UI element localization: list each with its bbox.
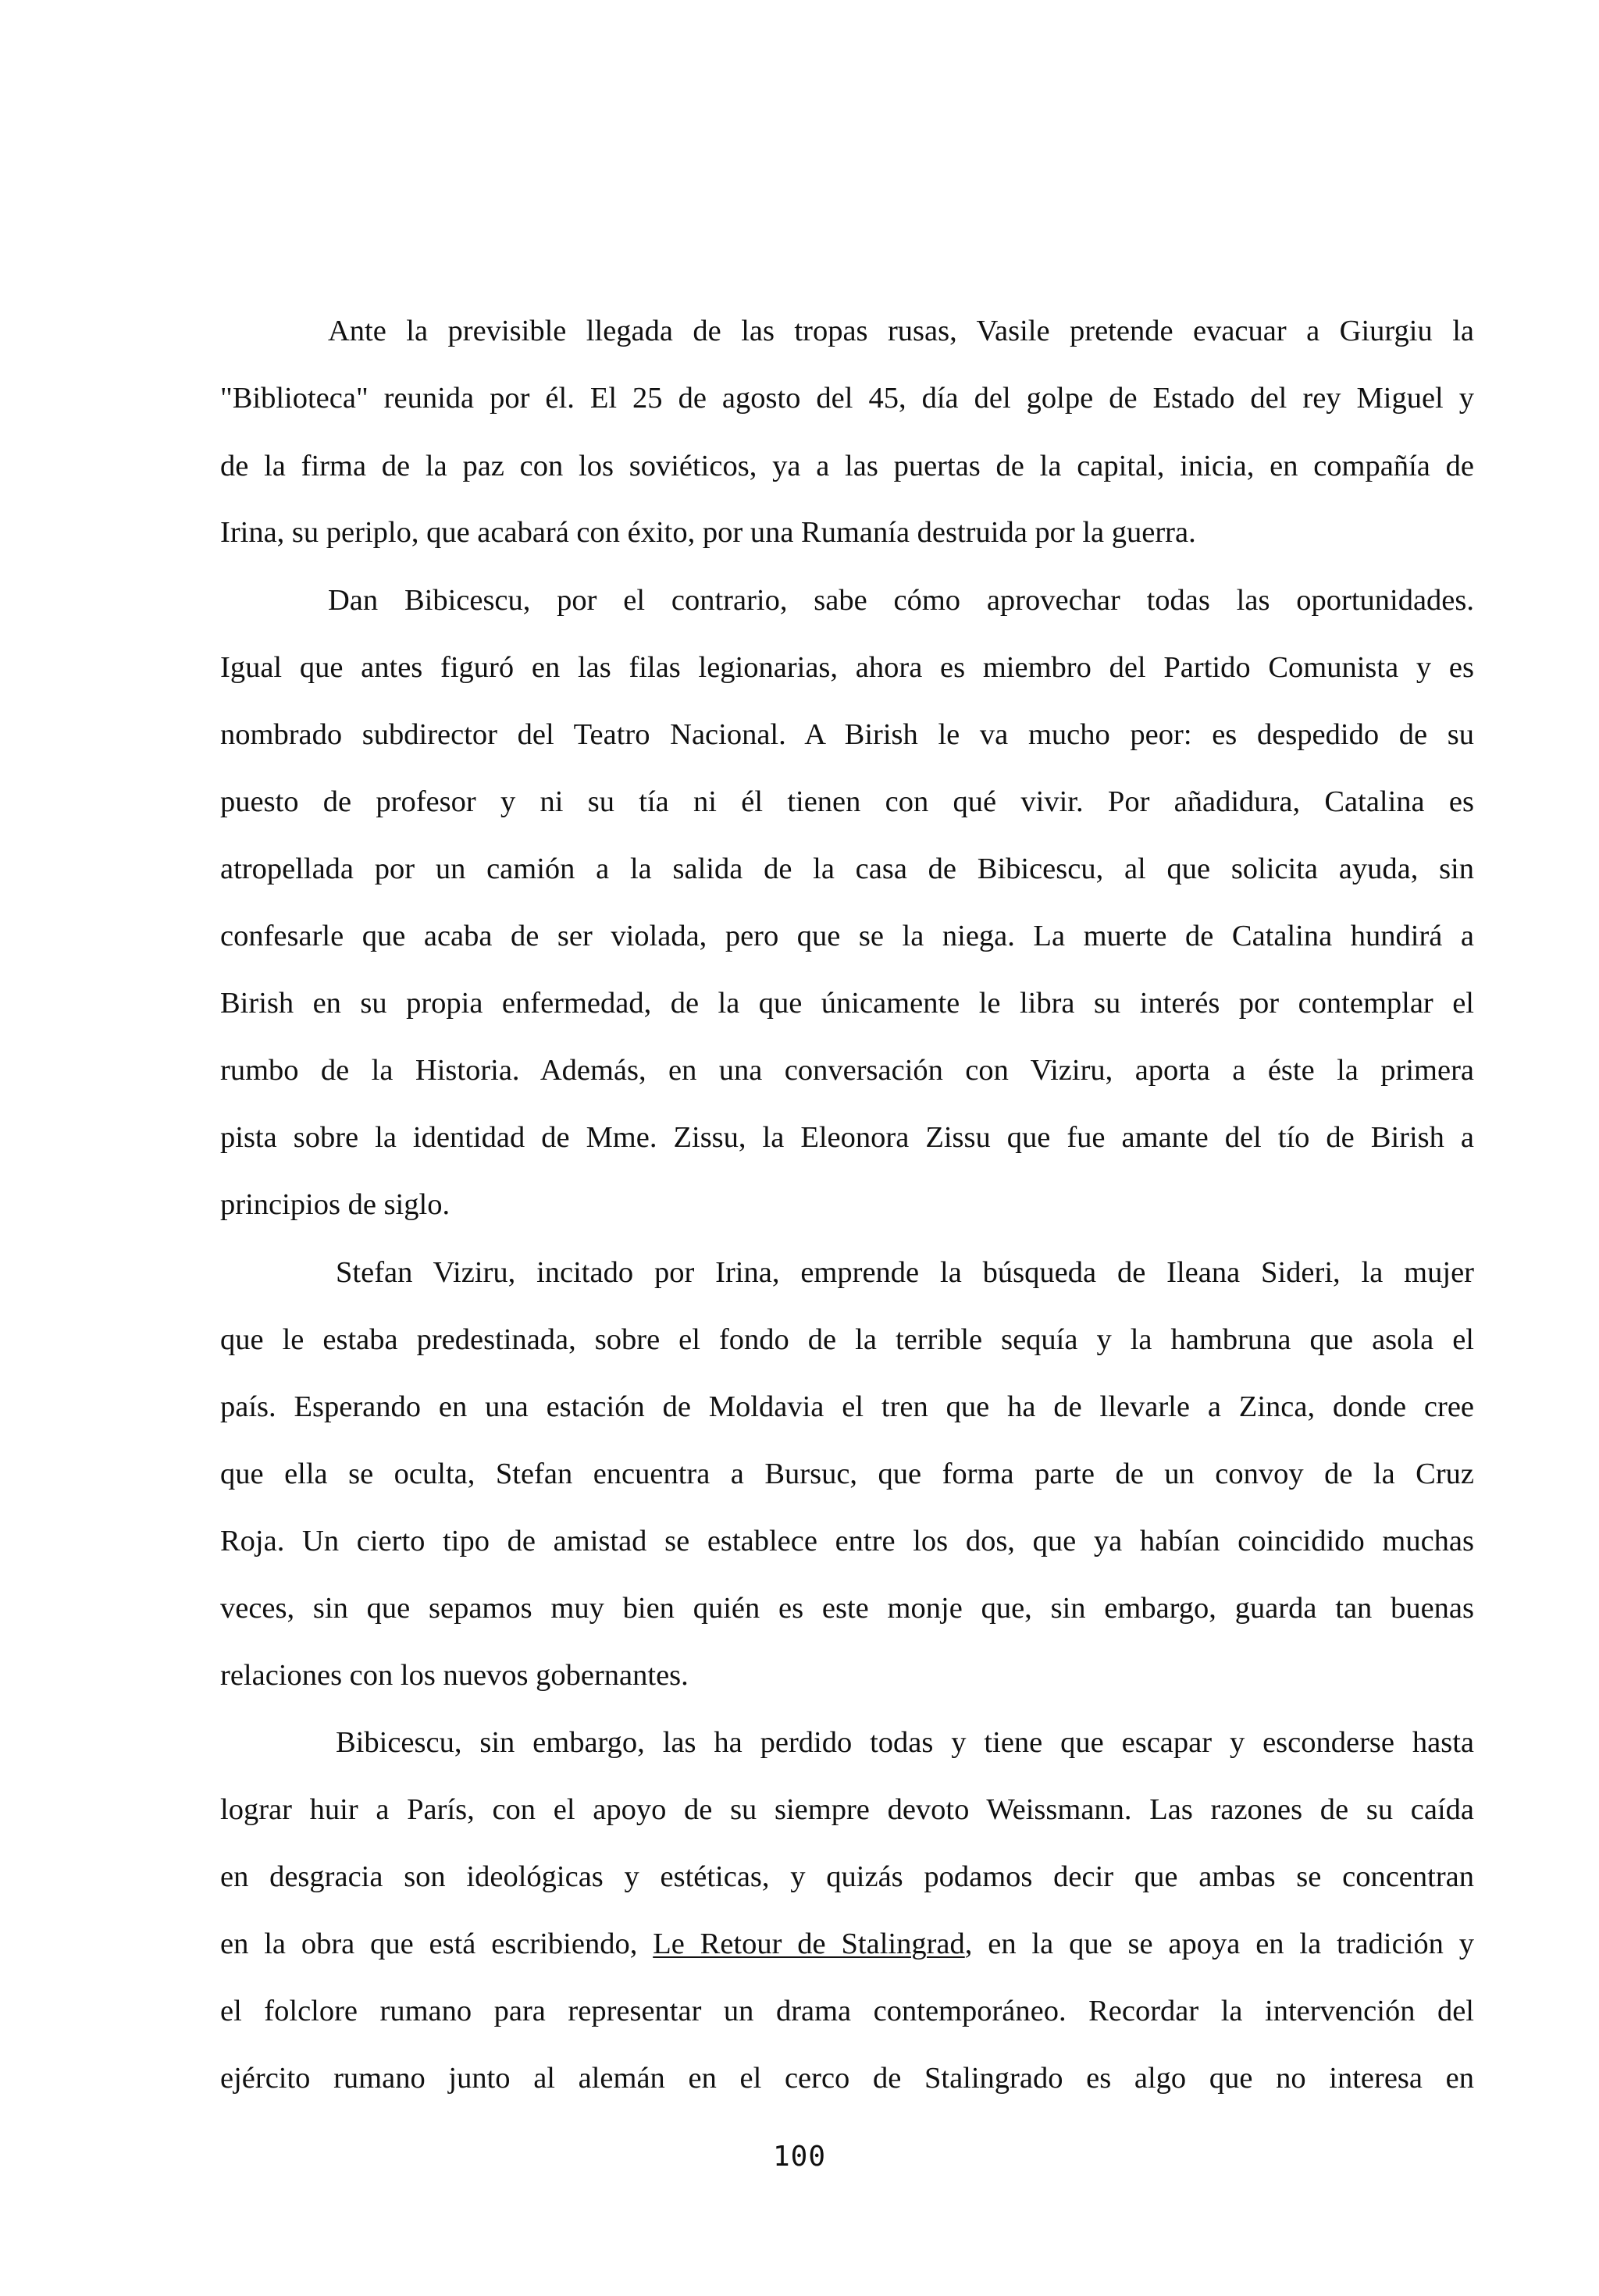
text-line: Roja. Un cierto tipo de amistad se establece entre los dos, que ya habían coincidido muchas	[220, 1525, 1474, 1557]
text-line: Bibicescu, sin embargo, las ha perdido todas y tiene que escapar y esconderse hasta	[336, 1726, 1474, 1759]
work-title: Le Retour de Stalingrad	[653, 1928, 965, 1960]
text-line: Ante la previsible llegada de las tropas rusas, Vasile pretende evacuar a Giurgiu la	[328, 315, 1474, 347]
text-line: rumbo de la Historia. Además, en una conversación con Viziru, aporta a éste la primera	[220, 1054, 1474, 1087]
text-fragment: , en la que se apoya en la tradición y	[964, 1928, 1474, 1960]
text-line: veces, sin que sepamos muy bien quién es este monje que, sin embargo, guarda tan buenas	[220, 1592, 1474, 1625]
text-line: en desgracia son ideológicas y estéticas, y quizás podamos decir que ambas se concentran	[220, 1860, 1474, 1893]
text-line: "Biblioteca" reunida por él. El 25 de agosto del 45, día del golpe de Estado del rey Miguel y	[220, 382, 1474, 415]
text-line: Birish en su propia enfermedad, de la que únicamente le libra su interés por contemplar el	[220, 987, 1474, 1020]
text-fragment: en la obra que está escribiendo,	[220, 1928, 653, 1960]
text-line: ejército rumano junto al alemán en el cerco de Stalingrado es algo que no interesa en	[220, 2062, 1474, 2095]
text-line: Stefan Viziru, incitado por Irina, emprende la búsqueda de Ileana Sideri, la mujer	[336, 1256, 1474, 1289]
text-line: que le estaba predestinada, sobre el fondo de la terrible sequía y la hambruna que asola el	[220, 1323, 1474, 1356]
text-line	[220, 1925, 1474, 1963]
text-line: país. Esperando en una estación de Moldavia el tren que ha de llevarle a Zinca, donde cree	[220, 1390, 1474, 1423]
text-line: relaciones con los nuevos gobernantes.	[220, 1659, 689, 1692]
text-line: puesto de profesor y ni su tía ni él tienen con qué vivir. Por añadidura, Catalina es	[220, 785, 1474, 818]
text-line: pista sobre la identidad de Mme. Zissu, la Eleonora Zissu que fue amante del tío de Birish a	[220, 1121, 1474, 1154]
text-line: lograr huir a París, con el apoyo de su siempre devoto Weissmann. Las razones de su caída	[220, 1793, 1474, 1826]
text-line: Irina, su periplo, que acabará con éxito, por una Rumanía destruida por la guerra.	[220, 516, 1196, 549]
text-line: atropellada por un camión a la salida de la casa de Bibicescu, al que solicita ayuda, sin	[220, 853, 1474, 885]
text-line: que ella se oculta, Stefan encuentra a Bursuc, que forma parte de un convoy de la Cruz	[220, 1458, 1474, 1490]
text-line: de la firma de la paz con los soviéticos, ya a las puertas de la capital, inicia, en compañía de	[220, 450, 1474, 482]
text-line: confesarle que acaba de ser violada, pero que se la niega. La muerte de Catalina hundirá a	[220, 920, 1474, 952]
text-line: Dan Bibicescu, por el contrario, sabe cómo aprovechar todas las oportunidades.	[328, 584, 1474, 617]
page-number: 100	[772, 2141, 827, 2173]
text-line: principios de siglo.	[220, 1188, 450, 1221]
text-line: el folclore rumano para representar un drama contemporáneo. Recordar la intervención del	[220, 1995, 1474, 2027]
text-line: nombrado subdirector del Teatro Nacional. A Birish le va mucho peor: es despedido de su	[220, 718, 1474, 751]
text-line: Igual que antes figuró en las filas legionarias, ahora es miembro del Partido Comunista y es	[220, 651, 1474, 684]
